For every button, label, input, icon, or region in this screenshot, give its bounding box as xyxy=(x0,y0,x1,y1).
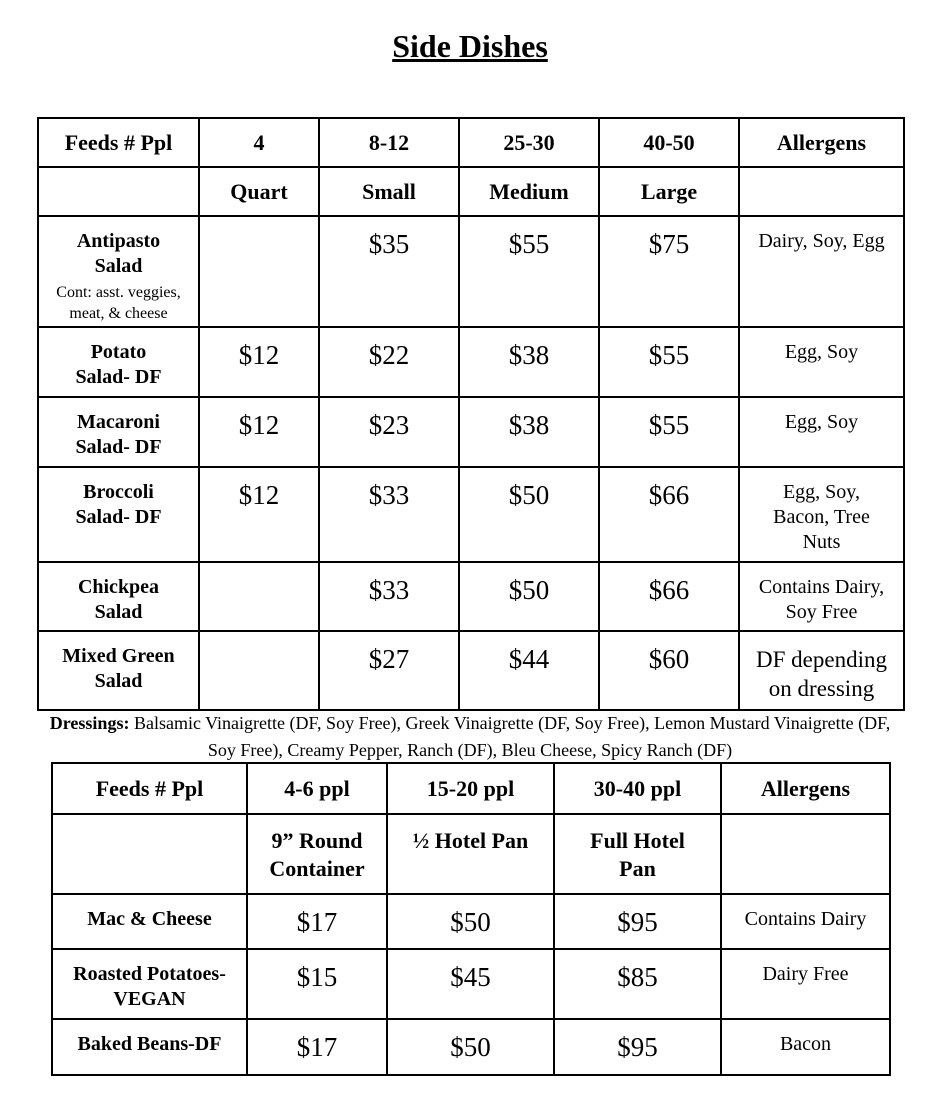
header-cell: 4-6 ppl xyxy=(247,763,387,814)
price-cell: $17 xyxy=(247,894,387,949)
price-cell: $15 xyxy=(247,949,387,1019)
dish-name-cell: Mac & Cheese xyxy=(52,894,247,949)
dish-name-cell: Macaroni Salad- DF xyxy=(38,397,199,467)
allergen-cell: DF depending on dressing xyxy=(739,631,904,710)
price-cell: $50 xyxy=(387,894,554,949)
header-cell: Full Hotel Pan xyxy=(554,814,721,894)
table-row xyxy=(52,949,890,1019)
price-cell: $27 xyxy=(319,631,459,710)
header-cell: Medium xyxy=(459,167,599,216)
price-cell: $66 xyxy=(599,562,739,631)
price-cell: $38 xyxy=(459,327,599,397)
dish-name-cell: Broccoli Salad- DF xyxy=(38,467,199,562)
allergen-cell: Egg, Soy, Bacon, Tree Nuts xyxy=(739,467,904,562)
header-cell: Allergens xyxy=(739,118,904,167)
header-cell xyxy=(52,814,247,894)
allergen-cell: Dairy, Soy, Egg xyxy=(739,216,904,327)
price-cell: $12 xyxy=(199,327,319,397)
header-cell: 4 xyxy=(199,118,319,167)
price-cell: $55 xyxy=(459,216,599,327)
price-cell: $12 xyxy=(199,467,319,562)
header-cell: Feeds # Ppl xyxy=(52,763,247,814)
allergen-cell: Contains Dairy, Soy Free xyxy=(739,562,904,631)
price-cell: $55 xyxy=(599,397,739,467)
price-cell: $55 xyxy=(599,327,739,397)
price-cell: $38 xyxy=(459,397,599,467)
price-cell: $45 xyxy=(387,949,554,1019)
table-row xyxy=(52,894,890,949)
price-cell: $23 xyxy=(319,397,459,467)
table-row xyxy=(38,631,904,710)
allergen-cell: Egg, Soy xyxy=(739,327,904,397)
dish-name-cell: Baked Beans-DF xyxy=(52,1019,247,1075)
hot-sides-price-table xyxy=(51,762,891,1076)
dish-name-cell: Potato Salad- DF xyxy=(38,327,199,397)
allergen-cell: Contains Dairy xyxy=(721,894,890,949)
price-cell: $95 xyxy=(554,894,721,949)
dish-name-cell: Mixed Green Salad xyxy=(38,631,199,710)
dressings-list: Balsamic Vinaigrette (DF, Soy Free), Greek Vinaigrette (DF, Soy Free), Lemon Mustard Vinaigrette (DF, Soy Free), Creamy Pepper, Ranch (DF), Bleu Cheese, Spicy Ranch (DF) xyxy=(133,713,891,760)
table-row xyxy=(52,1019,890,1075)
header-row-feeds xyxy=(52,763,890,814)
header-cell: Feeds # Ppl xyxy=(38,118,199,167)
price-cell: $33 xyxy=(319,467,459,562)
table-row xyxy=(38,467,904,562)
header-cell: Allergens xyxy=(721,763,890,814)
header-cell: 25-30 xyxy=(459,118,599,167)
price-cell: $85 xyxy=(554,949,721,1019)
page-title: Side Dishes xyxy=(392,28,548,64)
dish-name-cell: Roasted Potatoes- VEGAN xyxy=(52,949,247,1019)
header-cell: Small xyxy=(319,167,459,216)
price-cell: $75 xyxy=(599,216,739,327)
header-row-feeds xyxy=(38,118,904,167)
dressings-note xyxy=(37,710,903,764)
table-row xyxy=(38,327,904,397)
header-cell: Quart xyxy=(199,167,319,216)
table-row xyxy=(38,216,904,327)
header-cell xyxy=(721,814,890,894)
price-cell: $50 xyxy=(459,562,599,631)
header-cell: ½ Hotel Pan xyxy=(387,814,554,894)
allergen-cell: Bacon xyxy=(721,1019,890,1075)
header-cell xyxy=(38,167,199,216)
header-row-sizes xyxy=(38,167,904,216)
dressings-label: Dressings: xyxy=(49,713,130,733)
price-cell: $50 xyxy=(387,1019,554,1075)
dish-name-cell: Chickpea Salad xyxy=(38,562,199,631)
dish-note: Cont: asst. veggies, meat, & cheese xyxy=(56,284,181,322)
price-cell: $66 xyxy=(599,467,739,562)
dish-name-cell xyxy=(38,216,199,327)
allergen-cell: Dairy Free xyxy=(721,949,890,1019)
price-cell: $12 xyxy=(199,397,319,467)
price-cell: $17 xyxy=(247,1019,387,1075)
header-cell: 8-12 xyxy=(319,118,459,167)
allergen-cell: Egg, Soy xyxy=(739,397,904,467)
header-cell: Large xyxy=(599,167,739,216)
table-row xyxy=(38,397,904,467)
header-cell: 40-50 xyxy=(599,118,739,167)
price-cell: $60 xyxy=(599,631,739,710)
price-cell: $22 xyxy=(319,327,459,397)
header-cell xyxy=(739,167,904,216)
salads-price-table xyxy=(37,117,905,711)
price-cell: $50 xyxy=(459,467,599,562)
header-cell: 30-40 ppl xyxy=(554,763,721,814)
table-row xyxy=(38,562,904,631)
price-cell: $95 xyxy=(554,1019,721,1075)
price-cell: $35 xyxy=(319,216,459,327)
price-cell: $44 xyxy=(459,631,599,710)
price-cell: $33 xyxy=(319,562,459,631)
price-cell xyxy=(199,216,319,327)
header-row-sizes xyxy=(52,814,890,894)
dish-name: Antipasto Salad xyxy=(76,230,161,277)
price-cell xyxy=(199,631,319,710)
price-cell xyxy=(199,562,319,631)
header-cell: 15-20 ppl xyxy=(387,763,554,814)
header-cell: 9” Round Container xyxy=(247,814,387,894)
